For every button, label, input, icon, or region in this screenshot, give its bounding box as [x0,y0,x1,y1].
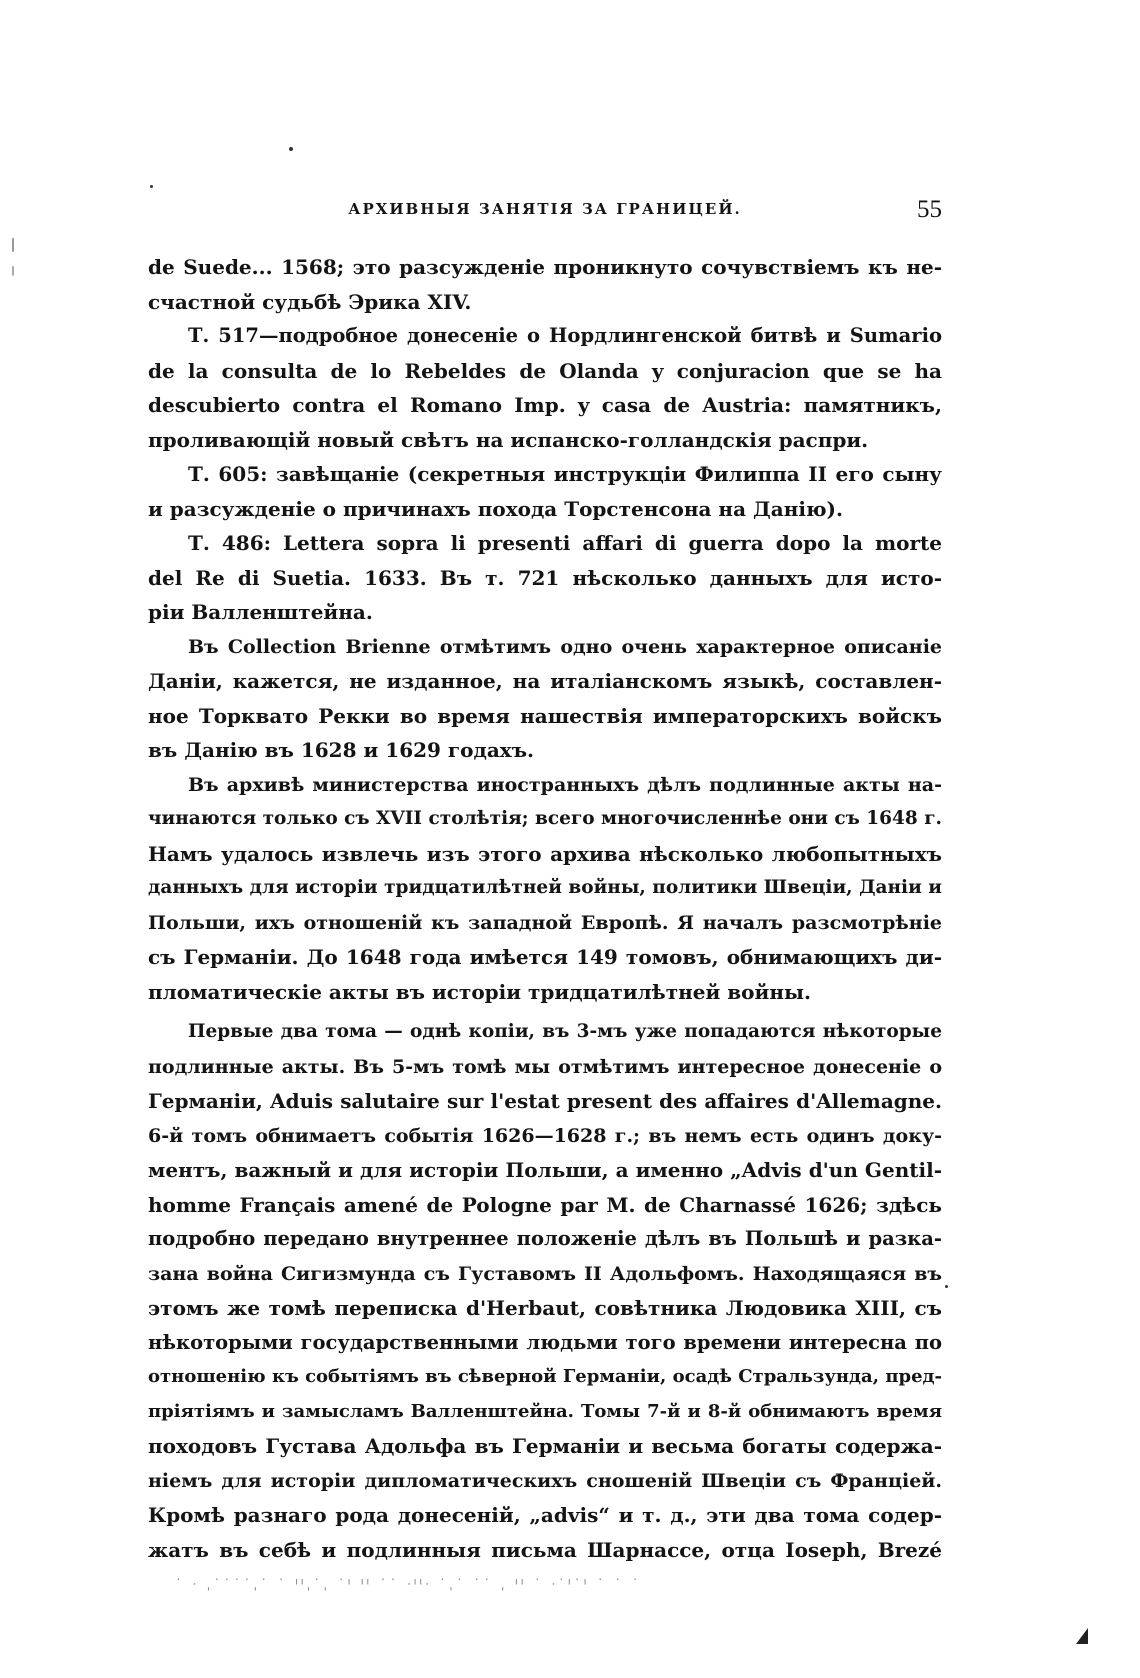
scan-speck [12,266,14,276]
text-line: и разсужденіе о причинахъ похода Торстенсона на Данію). [148,496,843,521]
text-line: descubierto contra el Romano Imp. y casa de Austria: памятникъ, [148,393,942,417]
text-line: походовъ Густава Адольфа въ Германіи и весьма богаты содержа- [148,1434,942,1458]
text-line: чинаются только съ XVII столѣтія; всего многочисленнѣе они съ 1648 г. [148,808,942,829]
text-line: въ Данію въ 1628 и 1629 годахъ. [148,738,535,762]
text-line: Въ архивѣ министерства иностранныхъ дѣлъ подлинные акты на- [188,773,942,796]
text-line: ніемъ для исторіи дипломатическихъ сношеній Швеціи съ Франціей. [148,1469,942,1492]
scan-speck [150,185,153,188]
text-line: подробно передано внутреннее положеніе дѣлъ въ Польшѣ и разка- [148,1227,942,1250]
text-line: homme Français amené de Pologne par M. de Charnassé 1626; здѣсь [148,1192,942,1217]
text-line: этомъ же томѣ переписка d'Herbaut, совѣтника Людовика XIII, съ [148,1296,942,1320]
text-line: Кромѣ разнаго рода донесеній, „advis“ и т. д., эти два тома содер- [148,1503,942,1527]
text-line: пломатическіе акты въ исторіи тридцатилѣтней войны. [148,979,811,1004]
text-line: del Re di Suetia. 1633. Въ т. 721 нѣсколько данныхъ для исто- [148,565,942,590]
page-corner-mark [1076,1628,1088,1644]
scan-speck [945,1285,948,1288]
text-line: Намъ удалось извлечь изъ этого архива нѣсколько любопытныхъ [148,841,942,866]
page-number: 55 [917,196,942,223]
text-line: съ Германіи. До 1648 года имѣется 149 томовъ, обнимающихъ ди- [148,945,942,969]
text-line: Т. 605: завѣщаніе (секретныя инструкціи Филиппа II его сыну [188,462,942,486]
text-line: de la consulta de lo Rebeldes de Olanda y conjuracion que se ha [148,358,942,383]
text-line: жатъ въ себѣ и подлинныя письма Шарнассе, отца Ioseph, Brezé [148,1537,942,1562]
text-line: Германіи, Aduis salutaire sur l'estat present des affaires d'Allemagne. [148,1089,942,1113]
text-line: нѣкоторыми государственными людьми того времени интересна по [148,1330,942,1354]
text-line: ментъ, важный и для исторіи Польши, а именно „Advis d'un Gentil- [148,1158,942,1182]
text-line: Въ Collection Brienne отмѣтимъ одно очень характерное описаніе [188,635,942,658]
text-line: ріи Валленштейна. [148,600,373,624]
cut-off-line: ˙ ᐧ ˌ˙˙˙˙ˌ˙ ˙ ᑊᑊˌ˙ˌ ˙ᑊ ᑊᑊ ˙˙ ᐧᑊᑊᐧ ˙ˌ˙ ˙˙ ˌ ᑊᑊ ˙ ᐧ˙ᑊ˙ᑊ ˙ ˙ ˙ [175,1578,642,1592]
text-line: de Suede... 1568; это разсужденіе проникнуто сочувствіемъ къ не- [148,255,942,279]
body-text [148,250,942,1567]
text-line: Т. 486: Lettera sopra li presenti affari di guerra dopo la morte [188,531,942,555]
text-line: данныхъ для исторіи тридцатилѣтней войны, политики Швеціи, Даніи и [148,877,942,898]
text-line: зана война Сигизмунда съ Густавомъ II Адольфомъ. Находящаяся въ [148,1262,942,1285]
text-line: Даніи, кажется, не изданное, на италіанскомъ языкѣ, составлен- [148,669,942,693]
text-line: Первые два тома — однѣ копіи, въ 3-мъ уже попадаются нѣкоторые [188,1021,942,1042]
text-line: счастной судьбѣ Эрика XIV. [148,289,472,314]
text-line: 6-й томъ обнимаетъ событія 1626—1628 г.; въ немъ есть одинъ доку- [148,1124,942,1147]
running-head [148,196,942,230]
text-line: Польши, ихъ отношеній къ западной Европѣ. Я началъ разсмотрѣніе [148,911,942,934]
text-line: пріятіямъ и замысламъ Валленштейна. Томы 7-й и 8-й обнимаютъ время [148,1400,942,1422]
scan-speck [289,147,293,151]
scan-speck [12,238,14,252]
text-line: проливающій новый свѣтъ на испанско-голландскія распри. [148,427,869,452]
running-title: АРХИВНЫЯ ЗАНЯТІЯ ЗА ГРАНИЦЕЙ. [348,200,742,218]
text-line: подлинные акты. Въ 5-мъ томѣ мы отмѣтимъ интересное донесеніе о [148,1055,942,1078]
text-line: отношенію къ событіямъ въ сѣверной Германіи, осадѣ Стральзунда, пред- [148,1366,942,1387]
text-line: Т. 517—подробное донесеніе о Нордлингенской битвѣ и Sumario [188,324,942,347]
text-line: ное Торквато Рекки во время нашествія императорскихъ войскъ [148,703,942,728]
